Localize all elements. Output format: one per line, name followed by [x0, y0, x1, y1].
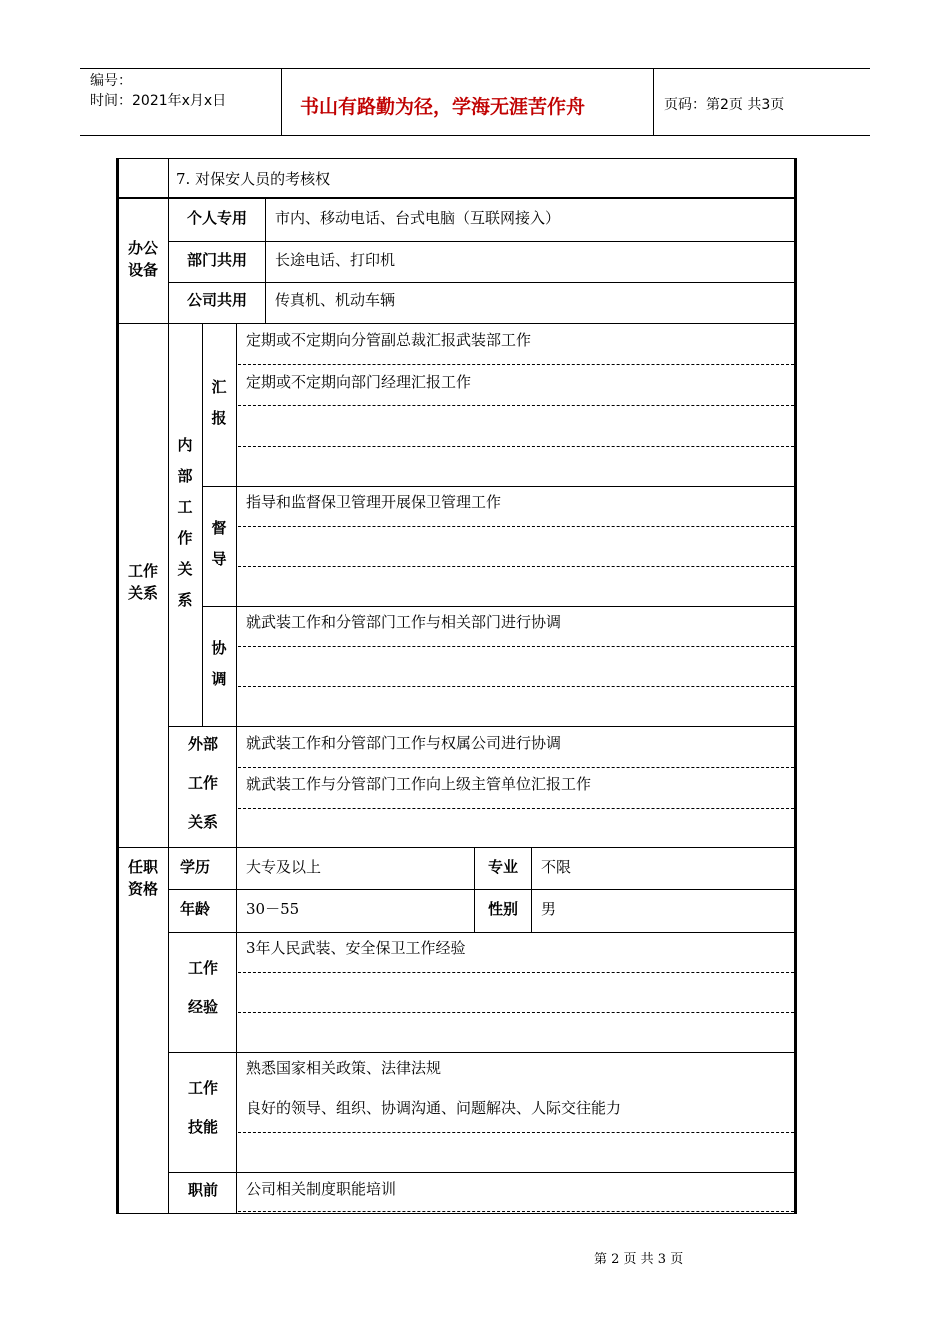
dash-line [238, 1012, 794, 1013]
report-line-1: 定期或不定期向分管副总裁汇报武装部工作 [246, 331, 532, 349]
office-divider-2 [265, 199, 266, 323]
header-bottom-rule [80, 135, 870, 136]
dash-line [238, 526, 794, 527]
relations-rule-report [202, 486, 796, 487]
qual-rule-1 [168, 889, 796, 890]
relations-rule-internal [168, 726, 796, 727]
gender-label: 性别 [487, 900, 518, 918]
skills-line-2: 良好的领导、组织、协调沟通、问题解决、人际交往能力 [246, 1099, 622, 1117]
supervise-label: 督导 [211, 519, 227, 568]
table-left-border [116, 158, 119, 1214]
row7-divider [168, 158, 169, 198]
dash-line [238, 972, 794, 973]
dash-line [238, 446, 794, 447]
dash-line [238, 767, 794, 768]
pretraining-line-1: 公司相关制度职能培训 [246, 1180, 397, 1198]
major-label: 专业 [487, 858, 518, 876]
office-row-company-value: 传真机、机动车辆 [275, 291, 396, 309]
office-row-department-value: 长途电话、打印机 [275, 251, 396, 269]
office-rule-1 [168, 241, 796, 242]
qual-rule-2 [168, 932, 796, 933]
skills-line-1: 熟悉国家相关政策、法律法规 [246, 1059, 442, 1077]
relations-divider-2 [202, 323, 203, 726]
qual-divider-4 [531, 847, 532, 933]
table-right-border [794, 158, 797, 1214]
experience-label-2: 经验 [187, 998, 218, 1016]
dash-line [238, 646, 794, 647]
qual-rule-3 [168, 1052, 796, 1053]
experience-label-1: 工作 [187, 959, 218, 977]
office-bottom [118, 323, 796, 324]
table-bottom-border [118, 1213, 796, 1214]
external-relations-label-1: 外部 [187, 735, 218, 753]
dash-line [238, 686, 794, 687]
supervise-line-1: 指导和监督保卫管理开展保卫管理工作 [246, 493, 502, 511]
dash-line [238, 808, 794, 809]
dash-line [238, 364, 794, 365]
row7-bottom [118, 197, 796, 199]
work-relations-label: 工作关系 [127, 562, 158, 602]
dash-line [238, 566, 794, 567]
office-row-personal-value: 市内、移动电话、台式电脑（互联网接入） [275, 209, 561, 227]
qual-rule-4 [168, 1172, 796, 1173]
report-label: 汇报 [211, 378, 227, 427]
header-divider-1 [281, 68, 282, 136]
office-row-company-label: 公司共用 [186, 291, 247, 309]
major-value: 不限 [541, 858, 572, 876]
page-footer: 第 2 页 共 3 页 [594, 1252, 684, 1267]
office-rule-2 [168, 282, 796, 283]
row7-top [118, 158, 796, 159]
row7-text: 7. 对保安人员的考核权 [176, 170, 331, 188]
qualification-label: 任职资格 [127, 858, 158, 898]
relations-divider-1 [168, 323, 169, 847]
document-time: 时间：2021年x月x日 [90, 93, 227, 109]
dash-line [238, 405, 794, 406]
qual-divider-2 [236, 847, 237, 1213]
relations-divider-3 [236, 323, 237, 847]
external-relations-label-3: 关系 [187, 813, 218, 831]
pretraining-label: 职前 [187, 1181, 218, 1199]
gender-value: 男 [541, 900, 557, 918]
office-row-department-label: 部门共用 [186, 251, 247, 269]
document-number: 编号： [90, 73, 132, 89]
age-label: 年龄 [179, 900, 210, 918]
report-line-2: 定期或不定期向部门经理汇报工作 [246, 373, 472, 391]
education-label: 学历 [179, 858, 210, 876]
education-value: 大专及以上 [246, 858, 322, 876]
external-line-1: 就武装工作和分管部门工作与权属公司进行协调 [246, 734, 562, 752]
dash-line [238, 1132, 794, 1133]
motto: 书山有路勤为径，学海无涯苦作舟 [300, 96, 586, 118]
skills-label-2: 技能 [187, 1118, 218, 1136]
internal-relations-label: 内部工作关系 [177, 436, 193, 609]
relations-bottom [118, 847, 796, 848]
office-divider-1 [168, 199, 169, 323]
qual-divider-1 [168, 847, 169, 1213]
page-indicator: 页码：第2页 共3页 [664, 97, 785, 113]
qual-divider-3 [474, 847, 475, 933]
header-divider-2 [653, 68, 654, 136]
office-equipment-label: 办公设备 [127, 239, 158, 279]
coordinate-label: 协调 [211, 639, 227, 688]
relations-rule-supervise [202, 606, 796, 607]
coordinate-line-1: 就武装工作和分管部门工作与相关部门进行协调 [246, 613, 562, 631]
external-relations-label-2: 工作 [187, 774, 218, 792]
header-top-rule [80, 68, 870, 69]
office-row-personal-label: 个人专用 [186, 209, 247, 227]
experience-line-1: 3年人民武装、安全保卫工作经验 [246, 939, 466, 957]
dash-line [238, 1211, 794, 1212]
external-line-2: 就武装工作与分管部门工作向上级主管单位汇报工作 [246, 775, 592, 793]
age-value: 30－55 [246, 900, 300, 918]
skills-label-1: 工作 [187, 1079, 218, 1097]
